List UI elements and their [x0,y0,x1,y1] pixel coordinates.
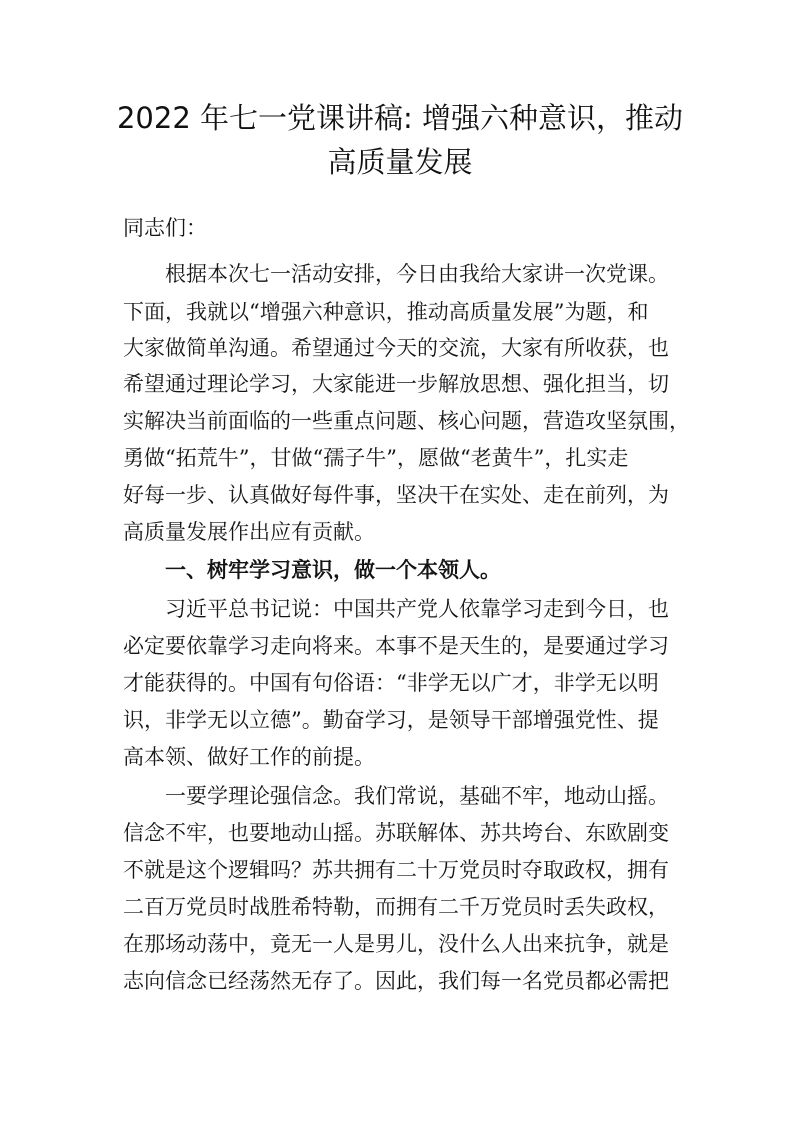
paragraph-1-line: 大家做简单沟通。希望通过今天的交流，大家有所收获，也 [123,336,669,360]
paragraph-1-line: 希望通过理论学习，大家能进一步解放思想、强化担当，切 [123,372,669,396]
paragraph-3-line: 二百万党员时战胜希特勒，而拥有二千万党员时丢失政权， [123,895,669,919]
paragraph-1-line: 下面，我就以“增强六种意识，推动高质量发展”为题，和 [123,300,649,324]
paragraph-1-line: 实解决当前面临的一些重点问题、核心问题，营造攻坚氛围， [123,409,690,433]
paragraph-3-line: 一要学理论强信念。我们常说，基础不牢，地动山摇。 [165,784,669,808]
salutation: 同志们： [123,216,207,240]
paragraph-3-line: 信念不牢，也要地动山摇。苏联解体、苏共垮台、东欧剧变 [123,821,669,845]
paragraph-1-line: 好每一步、认真做好每件事，坚决干在实处、走在前列，为 [123,483,669,507]
paragraph-1-line: 勇做“拓荒牛”，甘做“孺子牛”，愿做“老黄牛”，扎实走 [123,446,629,470]
document-title [0,96,800,184]
paragraph-2-line: 必定要依靠学习走向将来。本事不是天生的，是要通过学习 [123,634,669,658]
title-line-2: 高质量发展 [327,145,473,179]
paragraph-3-line: 志向信念已经荡然无存了。因此，我们每一名党员都必需把 [123,969,669,993]
paragraph-2-line: 习近平总书记说：中国共产党人依靠学习走到今日，也 [165,597,669,621]
paragraph-1-line: 根据本次七一活动安排，今日由我给大家讲一次党课。 [165,262,669,286]
section-1-heading: 一、树牢学习意识，做一个本领人。 [165,558,501,582]
paragraph-2-line: 才能获得的。中国有句俗语：“非学无以广才，非学无以明 [123,671,659,695]
paragraph-2-line: 高本领、做好工作的前提。 [123,745,375,769]
paragraph-1-line: 高质量发展作出应有贡献。 [123,520,375,544]
paragraph-2-line: 识，非学无以立德”。勤奋学习，是领导干部增强党性、提 [123,708,659,732]
paragraph-3-line: 在那场动荡中，竟无一人是男儿，没什么人出来抗争，就是 [123,932,669,956]
title-line-1: 2022 年七一党课讲稿: 增强六种意识，推动 [116,101,683,135]
paragraph-3-line: 不就是这个逻辑吗？苏共拥有二十万党员时夺取政权，拥有 [123,858,669,882]
